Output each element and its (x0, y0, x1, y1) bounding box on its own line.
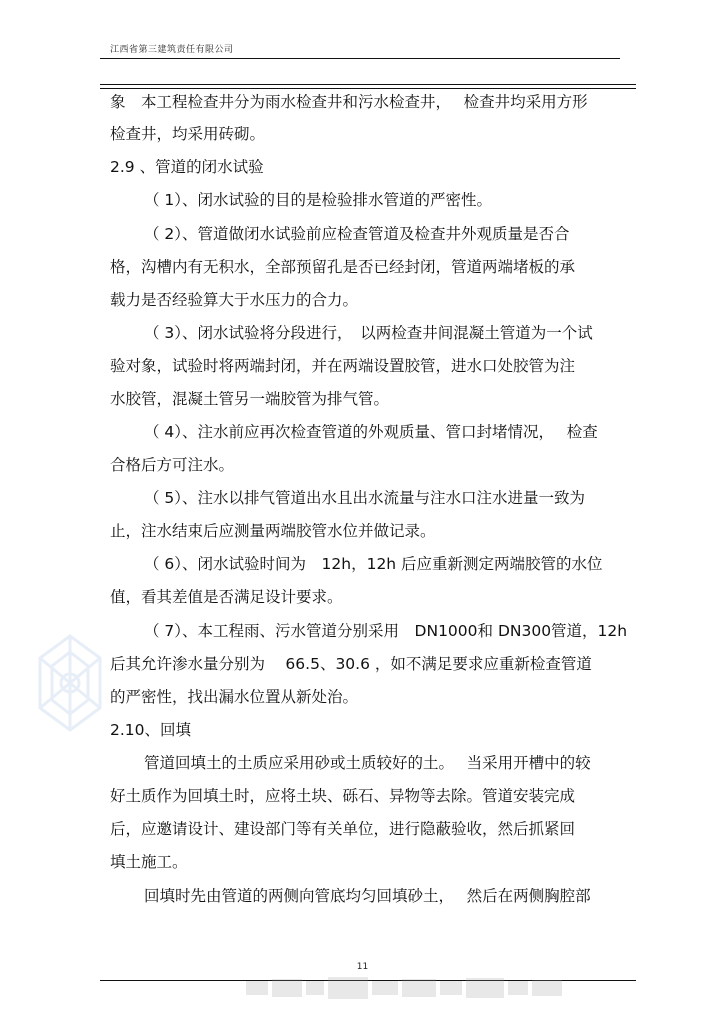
text-line: 后，应邀请设计、建设部门等有关单位，进行隐蔽验收，然后抓紧回 (110, 820, 576, 838)
text-line: 水胶管，混凝土管另一端胶管为排气管。 (110, 390, 390, 408)
text-line: 管道回填土的土质应采用砂或土质较好的土。 当采用开槽中的较 (144, 754, 591, 772)
text-line: （ 5）、注水以排气管道出水且出水流量与注水口注水进量一致为 (144, 489, 586, 507)
footer-watermark-icon (246, 975, 564, 1001)
text-line: （ 7）、本工程雨、污水管道分别采用 DN1000和 DN300管道，12h (144, 622, 628, 640)
text-line: （ 1）、闭水试验的目的是检验排水管道的严密性。 (144, 191, 493, 209)
text-line: 止，注水结束后应测量两端胶管水位并做记录。 (110, 522, 436, 540)
header-rule-thin (100, 58, 620, 59)
header-rule-bottom (100, 88, 636, 89)
text-line: 好土质作为回填土时，应将土块、砾石、异物等去除。管道安装完成 (110, 787, 576, 805)
text-line: 检查井，均采用砖砌。 (110, 125, 266, 143)
header-company-name: 江西省第三建筑责任有限公司 (110, 45, 234, 55)
text-line: 载力是否经验算大于水压力的合力。 (110, 291, 359, 309)
text-line: （ 4）、注水前应再次检查管道的外观质量、管口封堵情况， 检查 (144, 423, 598, 441)
text-line: 的严密性，找出漏水位置从新处治。 (110, 688, 359, 706)
section-heading-2-9: 2.9 、管道的闭水试验 (110, 158, 264, 176)
text-line: 象 本工程检查井分为雨水检查井和污水检查井， 检查井均采用方形 (110, 93, 588, 111)
text-line: 值，看其差值是否满足设计要求。 (110, 588, 343, 606)
text-line: 验对象，试验时将两端封闭，并在两端设置胶管，进水口处胶管为注 (110, 357, 576, 375)
text-line: 回填时先由管道的两侧向管底均匀回填砂土， 然后在两侧胸腔部 (144, 887, 591, 905)
page-number: 11 (356, 962, 369, 972)
text-line: 格，沟槽内有无积水，全部预留孔是否已经封闭，管道两端堵板的承 (110, 258, 576, 276)
text-line: 后其允许渗水量分别为 66.5、30.6 ，如不满足要求应重新检查管道 (110, 655, 592, 673)
text-line: （ 6）、闭水试验时间为 12h，12h 后应重新测定两端胶管的水位 (144, 555, 603, 573)
section-heading-2-10: 2.10、回填 (110, 721, 192, 739)
text-line: （ 3）、闭水试验将分段进行， 以两检查井间混凝土管道为一个试 (144, 324, 593, 342)
watermark-logo-icon (30, 628, 110, 738)
header-rule-top (100, 84, 636, 85)
text-line: 合格后方可注水。 (110, 456, 235, 474)
text-line: 填土施工。 (110, 853, 188, 871)
text-line: （ 2）、管道做闭水试验前应检查管道及检查井外观质量是否合 (144, 225, 570, 243)
